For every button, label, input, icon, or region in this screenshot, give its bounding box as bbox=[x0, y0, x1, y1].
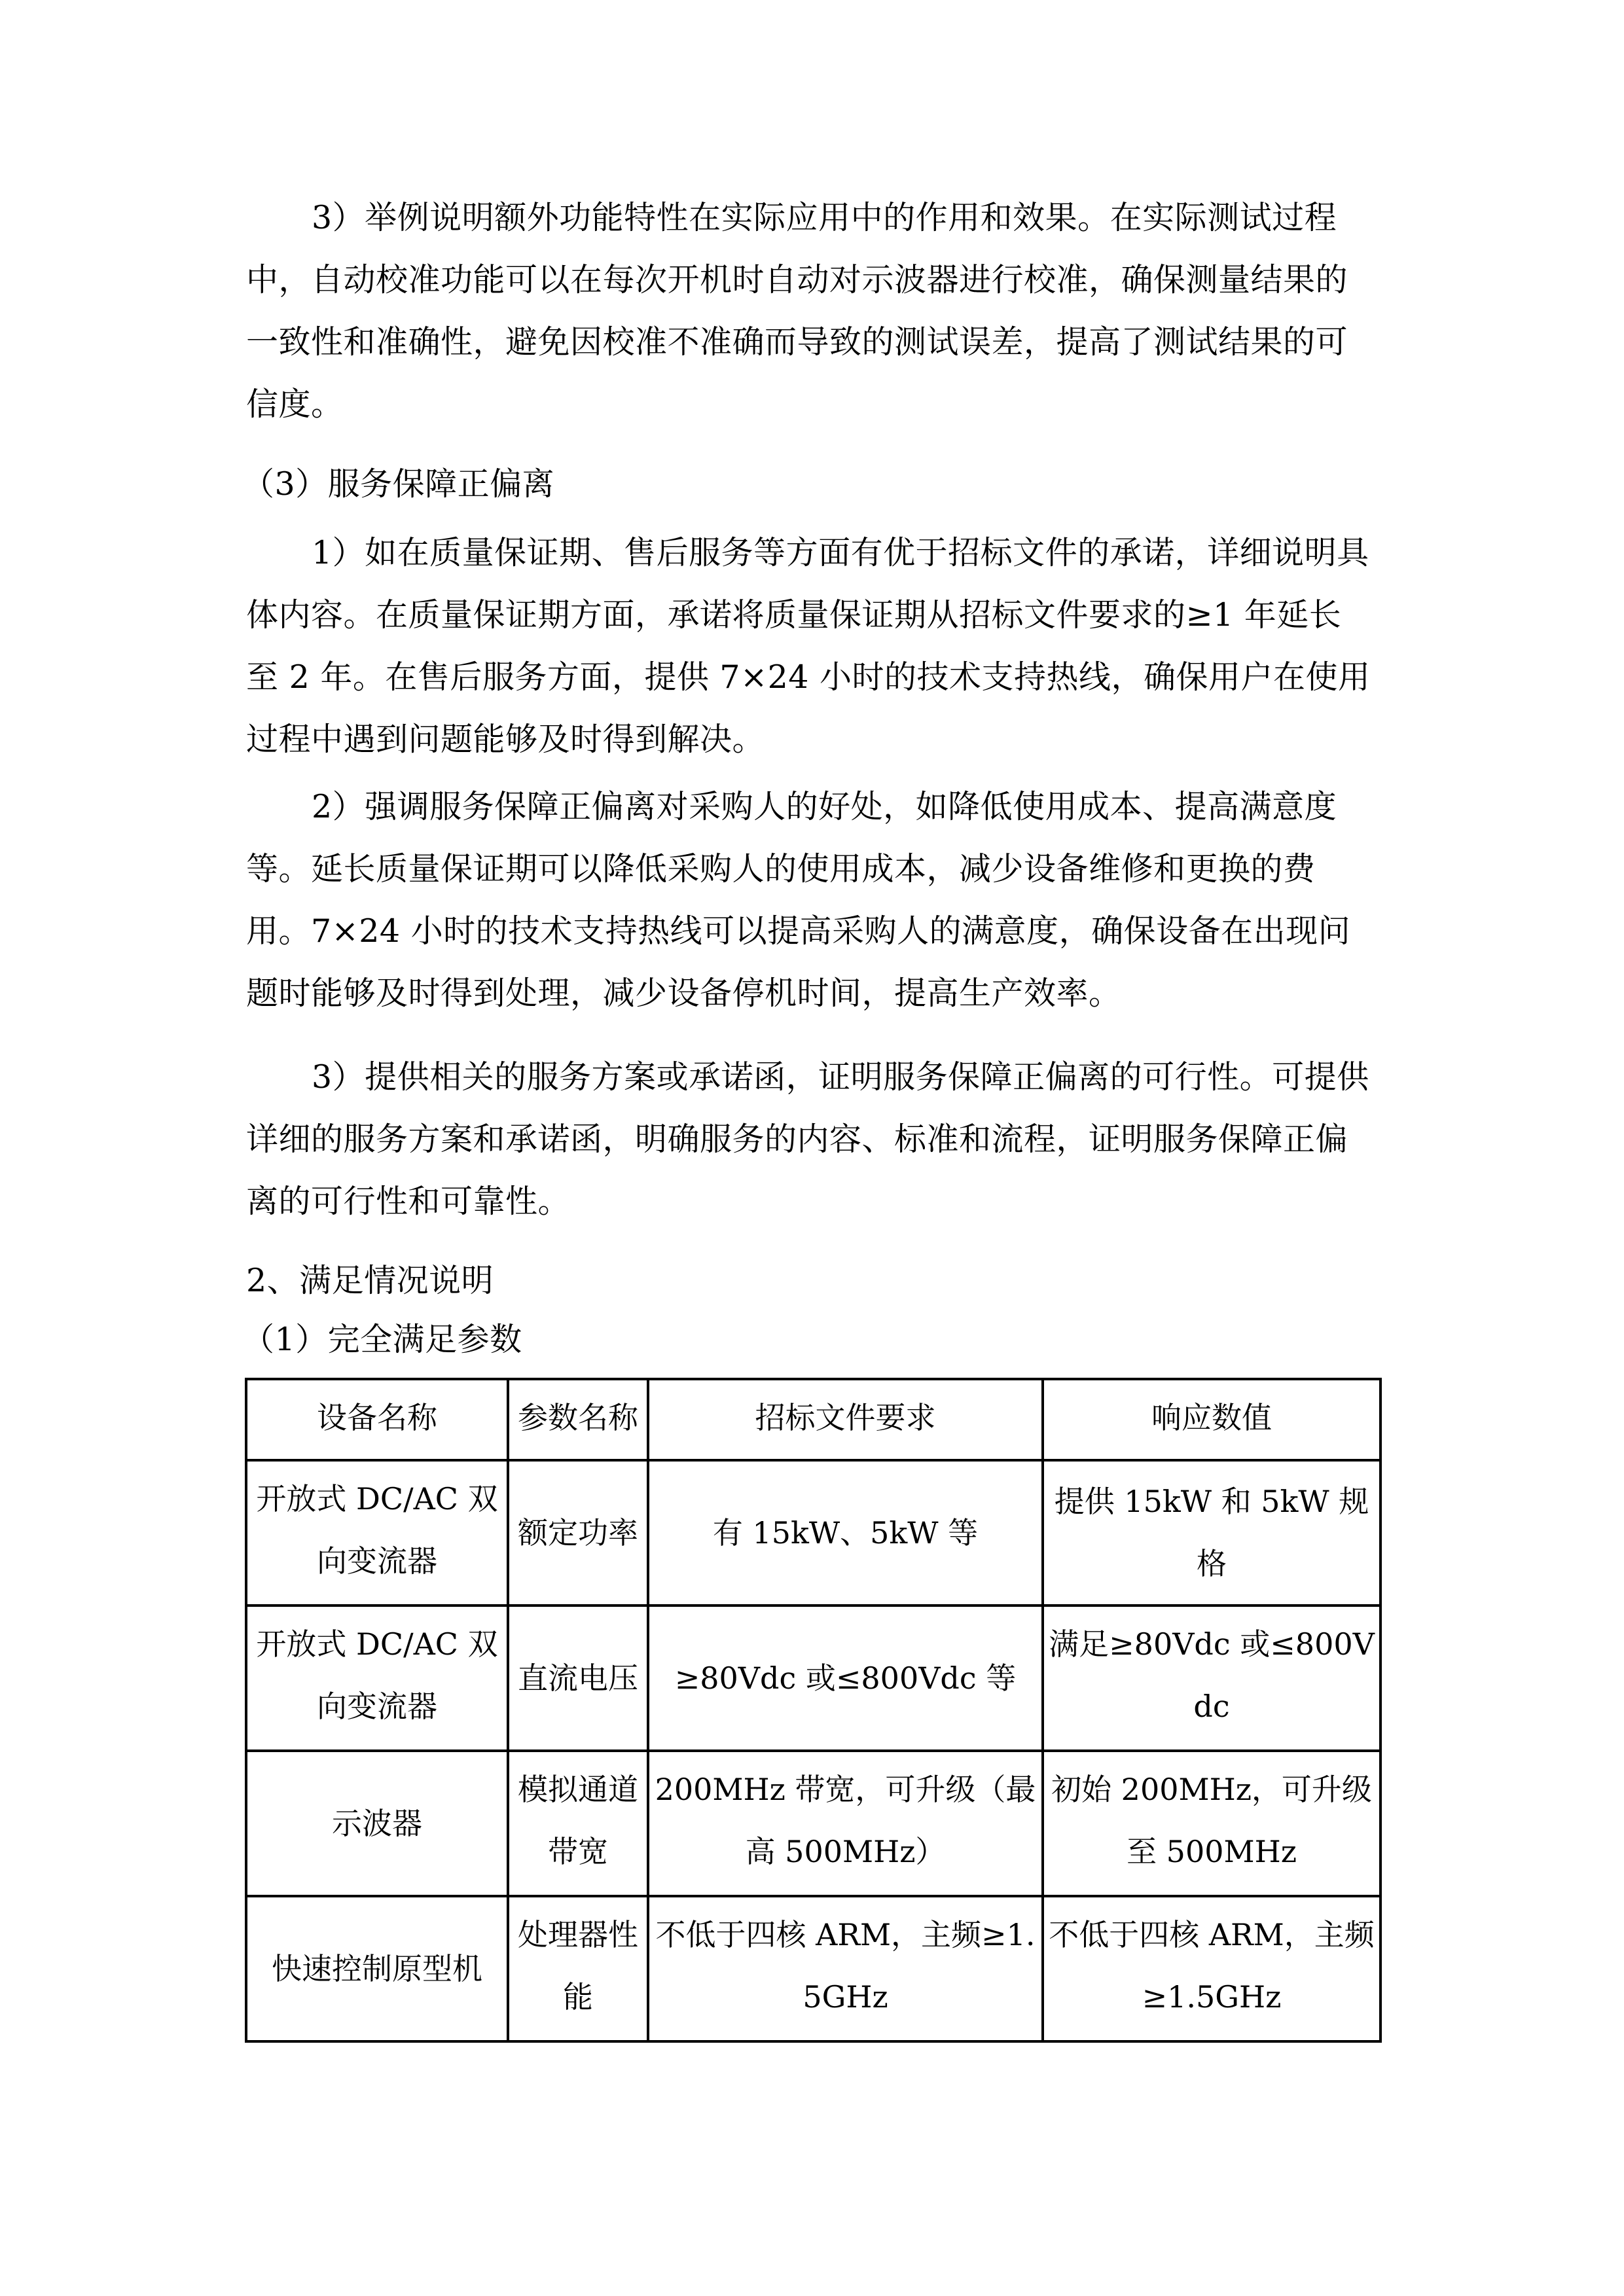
paragraph-line: 至 2 年。在售后服务方面，提供 7×24 小时的技术支持热线，确保用户在使用 bbox=[246, 658, 1371, 696]
table-cell: 模拟通道带宽 bbox=[508, 1751, 648, 1896]
paragraph-line: 题时能够及时得到处理，减少设备停机时间，提高生产效率。 bbox=[246, 975, 1121, 1012]
table-header-row bbox=[246, 1379, 1380, 1460]
table-cell: 示波器 bbox=[246, 1751, 508, 1896]
table-cell: 满足≥80Vdc 或≤800Vdc bbox=[1043, 1605, 1380, 1751]
table-cell: ≥80Vdc 或≤800Vdc 等 bbox=[648, 1605, 1043, 1751]
header-cell: 响应数值 bbox=[1043, 1379, 1380, 1460]
paragraph-line: 1）如在质量保证期、售后服务等方面有优于招标文件的承诺，详细说明具 bbox=[312, 534, 1369, 571]
paragraph-line: 用。7×24 小时的技术支持热线可以提高采购人的满意度，确保设备在出现问 bbox=[246, 912, 1351, 950]
table-row bbox=[246, 1460, 1380, 1605]
paragraph-line: 一致性和准确性，避免因校准不准确而导致的测试误差，提高了测试结果的可 bbox=[246, 323, 1348, 361]
paragraph-line: 信度。 bbox=[246, 386, 344, 423]
table-row bbox=[246, 1896, 1380, 2041]
table-cell: 200MHz 带宽，可升级（最高 500MHz） bbox=[648, 1751, 1043, 1896]
paragraph-line: 离的可行性和可靠性。 bbox=[246, 1183, 571, 1220]
section-heading: （3）服务保障正偏离 bbox=[242, 465, 555, 503]
parameter-table bbox=[245, 1378, 1382, 2043]
table-cell: 初始 200MHz，可升级至 500MHz bbox=[1043, 1751, 1380, 1896]
header-cell: 招标文件要求 bbox=[648, 1379, 1043, 1460]
header-cell: 设备名称 bbox=[246, 1379, 508, 1460]
table-row bbox=[246, 1751, 1380, 1896]
table-cell: 提供 15kW 和 5kW 规格 bbox=[1043, 1460, 1380, 1605]
table-cell: 不低于四核 ARM，主频≥1.5GHz bbox=[1043, 1896, 1380, 2041]
paragraph-line: 3）提供相关的服务方案或承诺函，证明服务保障正偏离的可行性。可提供 bbox=[312, 1058, 1369, 1096]
table-cell: 不低于四核 ARM，主频≥1.5GHz bbox=[648, 1896, 1043, 2041]
table-cell: 直流电压 bbox=[508, 1605, 648, 1751]
table-cell: 有 15kW、5kW 等 bbox=[648, 1460, 1043, 1605]
paragraph-line: 中，自动校准功能可以在每次开机时自动对示波器进行校准，确保测量结果的 bbox=[246, 261, 1348, 298]
table-cell: 处理器性能 bbox=[508, 1896, 648, 2041]
paragraph-line: 3）举例说明额外功能特性在实际应用中的作用和效果。在实际测试过程 bbox=[312, 199, 1337, 236]
table-cell: 快速控制原型机 bbox=[246, 1896, 508, 2041]
table-row bbox=[246, 1605, 1380, 1751]
paragraph-line: 2）强调服务保障正偏离对采购人的好处，如降低使用成本、提高满意度 bbox=[312, 788, 1337, 825]
paragraph-line: 体内容。在质量保证期方面，承诺将质量保证期从招标文件要求的≥1 年延长 bbox=[246, 596, 1342, 634]
section-heading: 2、满足情况说明 bbox=[246, 1262, 494, 1299]
subsection-heading: （1）完全满足参数 bbox=[242, 1321, 522, 1358]
table-cell: 开放式 DC/AC 双向变流器 bbox=[246, 1605, 508, 1751]
paragraph-line: 过程中遇到问题能够及时得到解决。 bbox=[246, 721, 765, 758]
paragraph-line: 等。延长质量保证期可以降低采购人的使用成本，减少设备维修和更换的费 bbox=[246, 850, 1316, 888]
header-cell: 参数名称 bbox=[508, 1379, 648, 1460]
table-cell: 额定功率 bbox=[508, 1460, 648, 1605]
paragraph-line: 详细的服务方案和承诺函，明确服务的内容、标准和流程，证明服务保障正偏 bbox=[246, 1121, 1348, 1158]
table-cell: 开放式 DC/AC 双向变流器 bbox=[246, 1460, 508, 1605]
